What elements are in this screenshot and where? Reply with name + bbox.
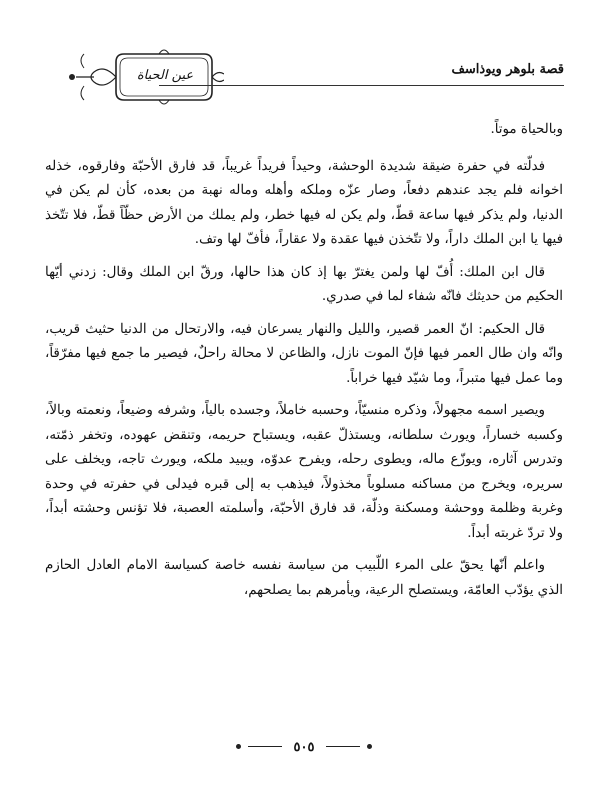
header-divider [159, 85, 564, 86]
page-header [54, 42, 564, 112]
paragraph: قال الحكيم: انّ العمر قصير، والليل والنهار يسرعان فيه، والارتحال من الدنيا حثيث قريب، وانّه وان طال العمر فيها فإنّ الموت نازل، والظاعن لا محالة راحلٌ، فيصير ما جمع فيها مفرّقاً، وما عمل فيها متبراً، وما شيّد فيها خراباً. [45, 321, 563, 386]
footer-ornament-dot [236, 744, 241, 749]
footer-ornament-line [326, 746, 360, 747]
paragraph: وبالحياة موتاً. [490, 122, 563, 137]
footer-ornament-line [248, 746, 282, 747]
paragraph: واعلم أنّها يحقّ على المرء اللّبيب من سياسة نفسه خاصة كسياسة الامام العادل الحازم الذي يؤدّب العامّة، ويستصلح الرعية، ويأمرهم بما يصلحهم، [45, 558, 563, 598]
series-title: عين الحياة [136, 68, 194, 83]
paragraph: ويصير اسمه مجهولاً، وذكره منسيّاً، وحسبه خاملاً، وجسده بالياً، وشرفه وضيعاً، ونعمته وبالاً، وكسبه خساراً، ويورث سلطانه، ويستذلّ عقبه، ويستباح حريمه، وتنقض عهوده، وتخفر ذمّته، وتدرس آثاره، ويوزّع ماله، ويطوى رحله، ويفرح عدوّه، ويبيد ملكه، ويورث تاجه، ويخلف على سريره، ويخرج من مساكنه مسلوباً مخذولاً، فيذهب به إلى قبره فيدلى في حفرته في وحدة وغربة وظلمة ووحشة ومسكنة وذلّة، قد فارق الأحبّة، وأسلمته العصبة، فلا تؤنس وحشته أبداً، ولا تردّ غربته أبداً. [45, 403, 563, 541]
page-number: ٥٠٥ [293, 740, 315, 755]
page-content [45, 118, 563, 611]
footer-ornament-dot [367, 744, 372, 749]
page-footer [0, 736, 608, 755]
paragraph: قال ابن الملك: أُفّ لها ولمن يغترّ بها إذ كان هذا حالها، ورقّ ابن الملك وقال: زدني أيّها الحكيم من حديثك فانّه شفاء لما في صدري. [45, 264, 563, 304]
paragraph: فدلّته في حفرة ضيقة شديدة الوحشة، وحيداً فريداً غريباً، قد فارق الأحبّة وفارقوه، خذله اخوانه فلم يجد عندهم دفعاً، وصار عزّه وملكه وأهله وماله نهبة من بعده، كأن لم يكن في الدنيا، ولم يذكر فيها ساعة قطّ، ولم يكن له فيها خطر، ولم يملك من الأرض حظّاً قطّ، فلا تتّخذ فيها يا ابن الملك داراً، ولا تتّخذن فيها عقدة ولا عقاراً، فأفّ لها وتف. [45, 158, 563, 247]
book-title: قصة بلوهر ويوذاسف [451, 62, 564, 77]
